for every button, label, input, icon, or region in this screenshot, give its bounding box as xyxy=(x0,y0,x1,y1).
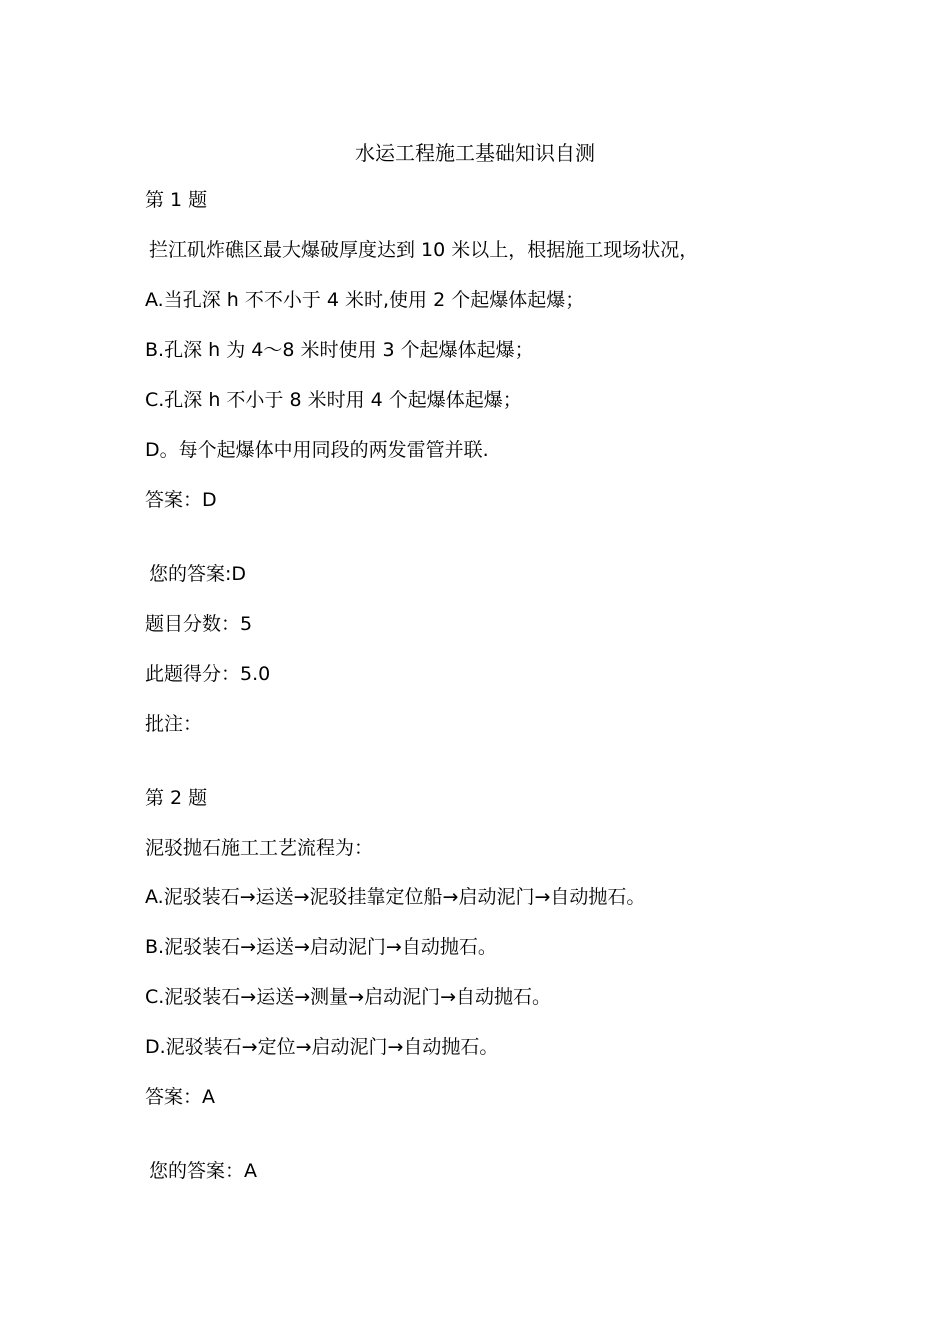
question-2-your-answer: 您的答案：A xyxy=(149,1160,257,1182)
question-1-option-d: D。每个起爆体中用同段的两发雷管并联. xyxy=(145,439,489,461)
question-2-answer: 答案：A xyxy=(145,1086,215,1108)
question-1-your-answer: 您的答案:D xyxy=(149,563,247,585)
question-1-heading: 第 1 题 xyxy=(145,189,208,211)
question-2-option-a: A.泥驳装石→运送→泥驳挂靠定位船→启动泥门→自动抛石。 xyxy=(145,886,646,908)
question-1-option-a: A.当孔深 h 不不小于 4 米时,使用 2 个起爆体起爆； xyxy=(145,289,585,311)
question-1-score: 题目分数：5 xyxy=(145,613,253,635)
question-2-stem: 泥驳抛石施工工艺流程为： xyxy=(145,837,374,859)
question-1-answer: 答案：D xyxy=(145,489,217,511)
question-1-option-c: C.孔深 h 不小于 8 米时用 4 个起爆体起爆； xyxy=(145,389,522,411)
question-2-option-b: B.泥驳装石→运送→启动泥门→自动抛石。 xyxy=(145,936,497,958)
question-2-option-c: C.泥驳装石→运送→测量→启动泥门→自动抛石。 xyxy=(145,986,551,1008)
question-2-heading: 第 2 题 xyxy=(145,787,208,809)
question-1-got: 此题得分：5.0 xyxy=(145,663,271,685)
question-1-stem: 拦江矶炸礁区最大爆破厚度达到 10 米以上，根据施工现场状况， xyxy=(149,239,699,261)
document-title: 水运工程施工基础知识自测 xyxy=(355,141,595,165)
question-1-option-b: B.孔深 h 为 4～8 米时使用 3 个起爆体起爆； xyxy=(145,339,534,361)
question-2-option-d: D.泥驳装石→定位→启动泥门→自动抛石。 xyxy=(145,1036,499,1058)
question-1-note: 批注： xyxy=(145,713,203,735)
